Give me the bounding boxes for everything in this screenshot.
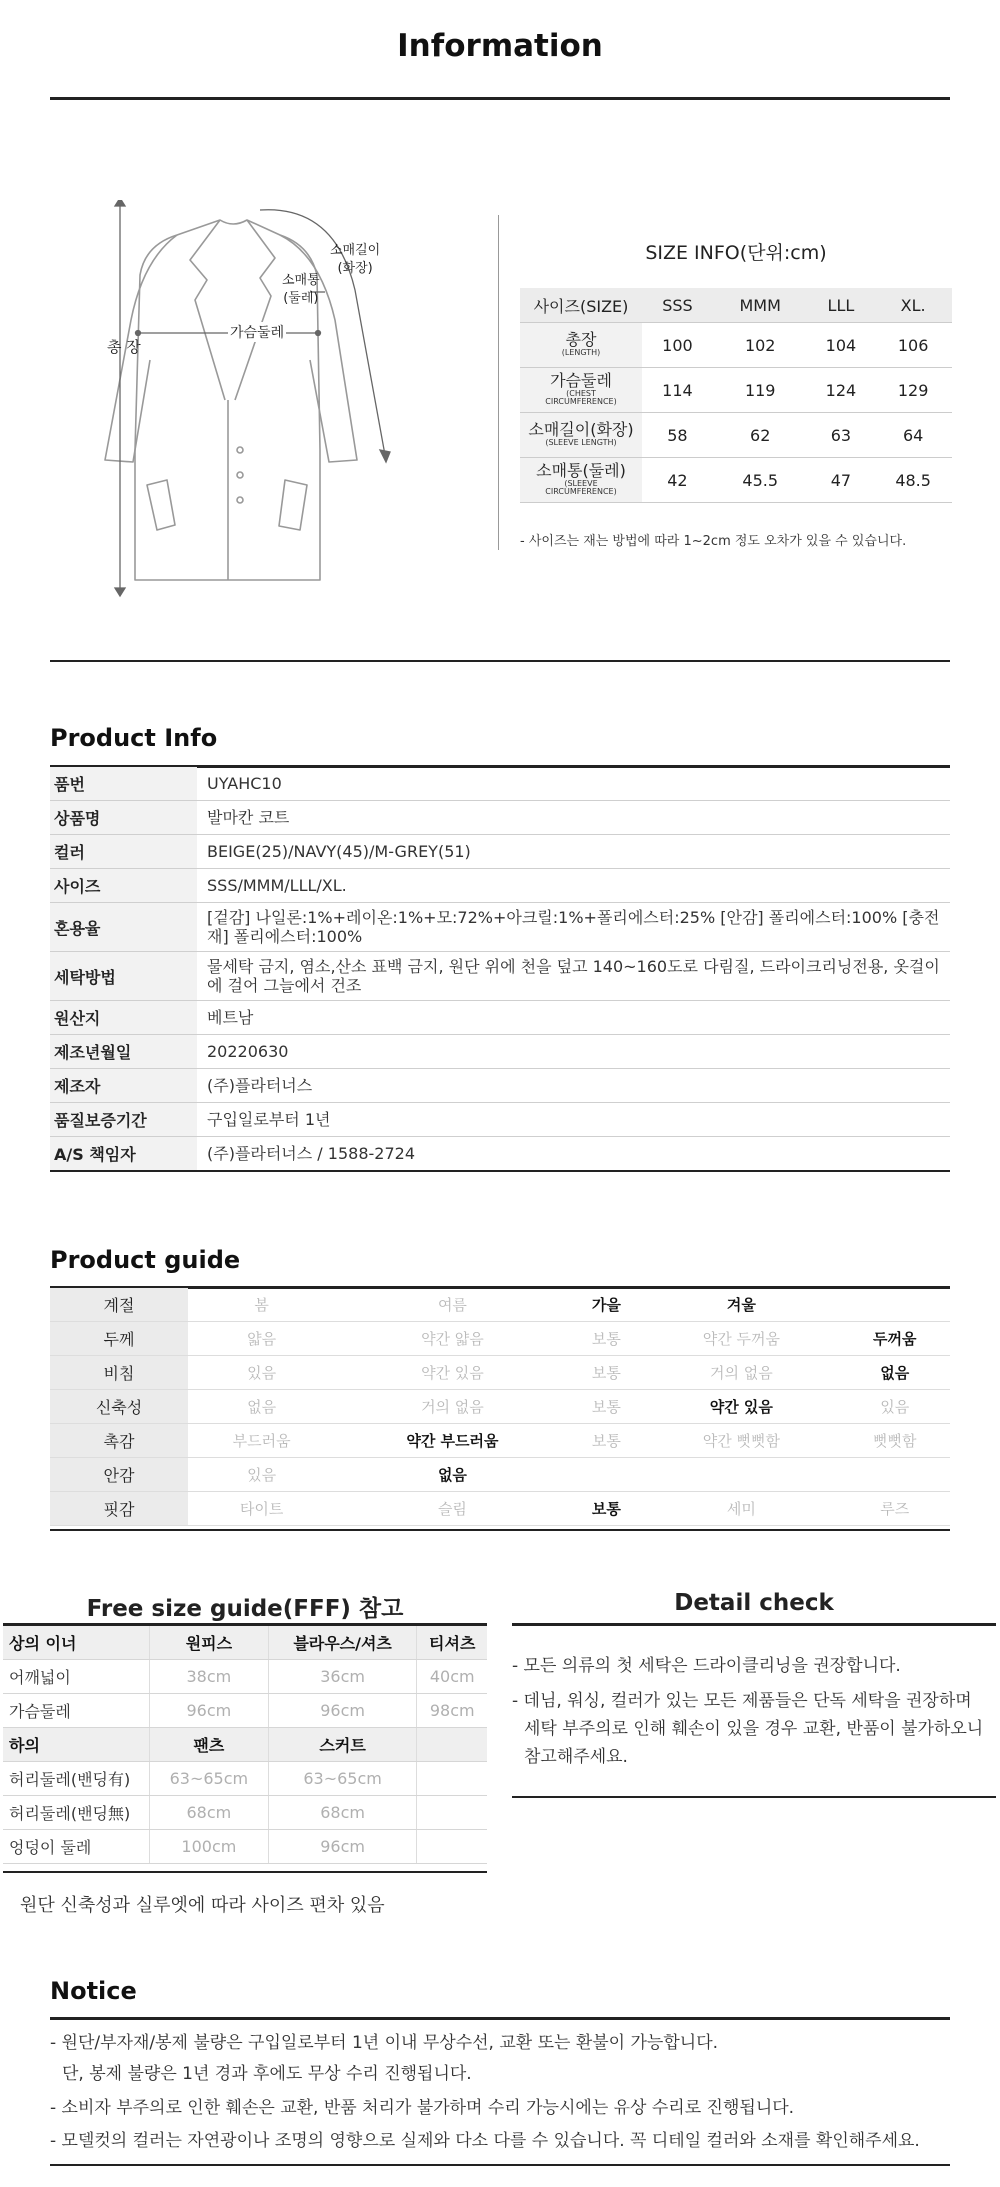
detail-check-bottom-rule xyxy=(512,1796,996,1798)
detail-check-line: - 모든 의류의 첫 세탁은 드라이클리닝을 권장합니다. xyxy=(512,1656,901,1676)
size-row: 가슴둘레 (CHEST CIRCUMFERENCE) 114 119 124 129 xyxy=(520,368,952,413)
free-size-cell xyxy=(417,1830,487,1864)
guide-option-selected: 없음 xyxy=(335,1458,569,1492)
free-size-table xyxy=(3,1626,487,1864)
guide-option xyxy=(839,1458,950,1492)
product-info-title: Product Info xyxy=(50,724,218,752)
table-row: 제조년월일 20220630 xyxy=(50,1035,950,1069)
length-label: 총 장 xyxy=(107,338,141,356)
detail-check-line: 세탁 부주의로 인해 훼손이 있을 경우 교환, 반품이 불가하오니 xyxy=(524,1719,984,1739)
guide-option: 거의 없음 xyxy=(643,1356,839,1390)
size-info-table xyxy=(520,288,952,503)
free-size-cell: 허리둘레(밴딩有) xyxy=(3,1762,150,1796)
guide-row-label: 핏감 xyxy=(50,1492,188,1526)
product-guide-title: Product guide xyxy=(50,1246,241,1274)
size-row: 소매통(둘레) (SLEEVE CIRCUMFERENCE) 42 45.5 47 48.5 xyxy=(520,458,952,503)
guide-option xyxy=(643,1458,839,1492)
guide-option-selected: 두꺼움 xyxy=(839,1322,950,1356)
guide-option-selected: 약간 있음 xyxy=(643,1390,839,1424)
notice-line: - 모델컷의 컬러는 자연광이나 조명의 영향으로 실제와 다소 다를 수 있습니다. 꼭 디테일 컬러와 소재를 확인해주세요. xyxy=(50,2131,920,2151)
coat-right-lapel xyxy=(235,220,275,400)
table-row: 품번 UYAHC10 xyxy=(50,767,950,801)
free-size-row xyxy=(3,1796,487,1830)
guide-option-selected: 약간 부드러움 xyxy=(335,1424,569,1458)
guide-option: 보통 xyxy=(570,1390,644,1424)
detail-check-line: 참고해주세요. xyxy=(524,1747,628,1767)
free-size-cell: 스커트 xyxy=(268,1728,417,1762)
size-info-title: SIZE INFO(단위:cm) xyxy=(645,242,827,264)
free-size-row xyxy=(3,1694,487,1728)
free-size-cell: 상의 이너 xyxy=(3,1626,150,1660)
coat-right-pocket xyxy=(279,480,307,530)
size-header-cell: MMM xyxy=(713,288,808,323)
info-vertical-divider xyxy=(498,215,499,550)
size-header-cell: LLL xyxy=(808,288,875,323)
free-size-cell: 96cm xyxy=(268,1830,417,1864)
free-size-cell: 하의 xyxy=(3,1728,150,1762)
coat-left-lapel xyxy=(190,220,225,400)
notice-line: - 소비자 부주의로 인한 훼손은 교환, 반품 처리가 불가하며 수리 가능시에는 유상 수리로 진행됩니다. xyxy=(50,2098,795,2118)
page-title: Information xyxy=(397,28,603,64)
table-row: 세탁방법 물세탁 금지, 염소,산소 표백 금지, 원단 위에 천을 덮고 140~160도로 다림질, 드라이크리닝전용, 옷걸이에 걸어 그늘에서 건조 xyxy=(50,952,950,1001)
free-size-cell xyxy=(417,1728,487,1762)
free-size-cell: 블라우스/셔츠 xyxy=(268,1626,417,1660)
free-size-cell: 63~65cm xyxy=(268,1762,417,1796)
size-note: - 사이즈는 재는 방법에 따라 1~2cm 정도 오차가 있을 수 있습니다. xyxy=(520,534,907,549)
section-divider xyxy=(50,660,950,662)
guide-row xyxy=(50,1322,950,1356)
free-size-cell: 96cm xyxy=(150,1694,269,1728)
free-size-cell: 68cm xyxy=(150,1796,269,1830)
guide-row-label: 신축성 xyxy=(50,1390,188,1424)
title-divider xyxy=(50,97,950,100)
guide-option: 세미 xyxy=(643,1492,839,1526)
guide-option: 약간 있음 xyxy=(335,1356,569,1390)
notice-bottom-rule xyxy=(50,2164,950,2166)
size-row: 소매길이(화장) (SLEEVE LENGTH) 58 62 63 64 xyxy=(520,413,952,458)
free-size-cell: 100cm xyxy=(150,1830,269,1864)
guide-row-label: 촉감 xyxy=(50,1424,188,1458)
free-size-cell: 40cm xyxy=(417,1660,487,1694)
table-row: A/S 책임자 (주)플라터너스 / 1588-2724 xyxy=(50,1137,950,1172)
guide-row-label: 비침 xyxy=(50,1356,188,1390)
guide-option-selected: 보통 xyxy=(570,1492,644,1526)
guide-option xyxy=(839,1288,950,1322)
guide-option: 약간 두꺼움 xyxy=(643,1322,839,1356)
guide-option: 슬림 xyxy=(335,1492,569,1526)
free-size-cell: 63~65cm xyxy=(150,1762,269,1796)
table-row: 사이즈 SSS/MMM/LLL/XL. xyxy=(50,869,950,903)
guide-option xyxy=(570,1458,644,1492)
guide-option: 있음 xyxy=(839,1390,950,1424)
guide-option-selected: 없음 xyxy=(839,1356,950,1390)
guide-option: 여름 xyxy=(335,1288,569,1322)
free-size-cell xyxy=(417,1796,487,1830)
notice-title: Notice xyxy=(50,1977,137,2005)
guide-row-label: 두께 xyxy=(50,1322,188,1356)
guide-row-label: 계절 xyxy=(50,1288,188,1322)
guide-row xyxy=(50,1356,950,1390)
detail-check-title: Detail check xyxy=(674,1590,834,1616)
free-size-bottom-rule xyxy=(3,1871,487,1873)
guide-option: 있음 xyxy=(188,1458,335,1492)
guide-option: 부드러움 xyxy=(188,1424,335,1458)
guide-row xyxy=(50,1390,950,1424)
guide-row-label: 안감 xyxy=(50,1458,188,1492)
free-size-cell: 96cm xyxy=(268,1694,417,1728)
free-size-cell: 68cm xyxy=(268,1796,417,1830)
notice-top-rule xyxy=(50,2017,950,2020)
size-header-cell: SSS xyxy=(642,288,713,323)
guide-option: 보통 xyxy=(570,1424,644,1458)
notice-line: - 원단/부자재/봉제 불량은 구입일로부터 1년 이내 무상수선, 교환 또는 환불이 가능합니다. xyxy=(50,2033,719,2053)
guide-option: 뻣뻣함 xyxy=(839,1424,950,1458)
free-size-header-row xyxy=(3,1626,487,1660)
guide-row xyxy=(50,1288,950,1322)
table-row: 상품명 발마칸 코트 xyxy=(50,801,950,835)
size-header-cell: XL. xyxy=(874,288,952,323)
guide-row xyxy=(50,1458,950,1492)
guide-option: 약간 뻣뻣함 xyxy=(643,1424,839,1458)
free-size-cell xyxy=(417,1762,487,1796)
guide-option: 보통 xyxy=(570,1322,644,1356)
guide-option: 보통 xyxy=(570,1356,644,1390)
table-row: 컬러 BEIGE(25)/NAVY(45)/M-GREY(51) xyxy=(50,835,950,869)
free-size-header-row xyxy=(3,1728,487,1762)
free-size-cell: 36cm xyxy=(268,1660,417,1694)
table-row: 제조자 (주)플라터너스 xyxy=(50,1069,950,1103)
free-size-row xyxy=(3,1830,487,1864)
product-guide-bottom-rule xyxy=(50,1529,950,1531)
free-size-cell: 98cm xyxy=(417,1694,487,1728)
guide-option: 루즈 xyxy=(839,1492,950,1526)
guide-option: 타이트 xyxy=(188,1492,335,1526)
free-size-row xyxy=(3,1762,487,1796)
size-row: 총장 (LENGTH) 100 102 104 106 xyxy=(520,323,952,368)
chest-label: 가슴둘레 xyxy=(228,322,286,342)
free-size-title: Free size guide(FFF) 참고 xyxy=(86,1596,404,1622)
size-header-cell: 사이즈(SIZE) xyxy=(520,288,642,323)
free-size-cell: 티셔츠 xyxy=(417,1626,487,1660)
free-size-cell: 가슴둘레 xyxy=(3,1694,150,1728)
guide-option: 없음 xyxy=(188,1390,335,1424)
guide-option: 있음 xyxy=(188,1356,335,1390)
sleeve-length-label: 소매길이 (화장) xyxy=(330,243,381,276)
guide-option: 약간 얇음 xyxy=(335,1322,569,1356)
coat-left-pocket xyxy=(147,480,175,530)
free-size-note: 원단 신축성과 실루엣에 따라 사이즈 편차 있음 xyxy=(20,1895,385,1916)
free-size-cell: 엉덩이 둘레 xyxy=(3,1830,150,1864)
free-size-cell: 허리둘레(밴딩無) xyxy=(3,1796,150,1830)
guide-option: 얇음 xyxy=(188,1322,335,1356)
product-info-table xyxy=(50,767,950,1172)
detail-check-top-rule xyxy=(512,1623,996,1626)
detail-check-line: - 데님, 워싱, 컬러가 있는 모든 제품들은 단독 세탁을 권장하며 xyxy=(512,1691,972,1711)
free-size-cell: 38cm xyxy=(150,1660,269,1694)
guide-row xyxy=(50,1424,950,1458)
free-size-row xyxy=(3,1660,487,1694)
table-row: 혼용율 [겉감] 나일론:1%+레이온:1%+모:72%+아크릴:1%+폴리에스터:25% [안감] 폴리에스터:100% [충전재] 폴리에스터:100% xyxy=(50,903,950,952)
guide-row xyxy=(50,1492,950,1526)
product-guide-table xyxy=(50,1288,950,1526)
table-row: 원산지 베트남 xyxy=(50,1001,950,1035)
sleeve-width-label: 소매통 (둘레) xyxy=(282,273,320,306)
free-size-cell: 어깨넓이 xyxy=(3,1660,150,1694)
guide-option-selected: 겨울 xyxy=(643,1288,839,1322)
free-size-cell: 원피스 xyxy=(150,1626,269,1660)
guide-option: 봄 xyxy=(188,1288,335,1322)
guide-option: 거의 없음 xyxy=(335,1390,569,1424)
free-size-cell: 팬츠 xyxy=(150,1728,269,1762)
guide-option-selected: 가을 xyxy=(570,1288,644,1322)
notice-line: 단, 봉제 불량은 1년 경과 후에도 무상 수리 진행됩니다. xyxy=(62,2064,472,2084)
table-row: 품질보증기간 구입일로부터 1년 xyxy=(50,1103,950,1137)
